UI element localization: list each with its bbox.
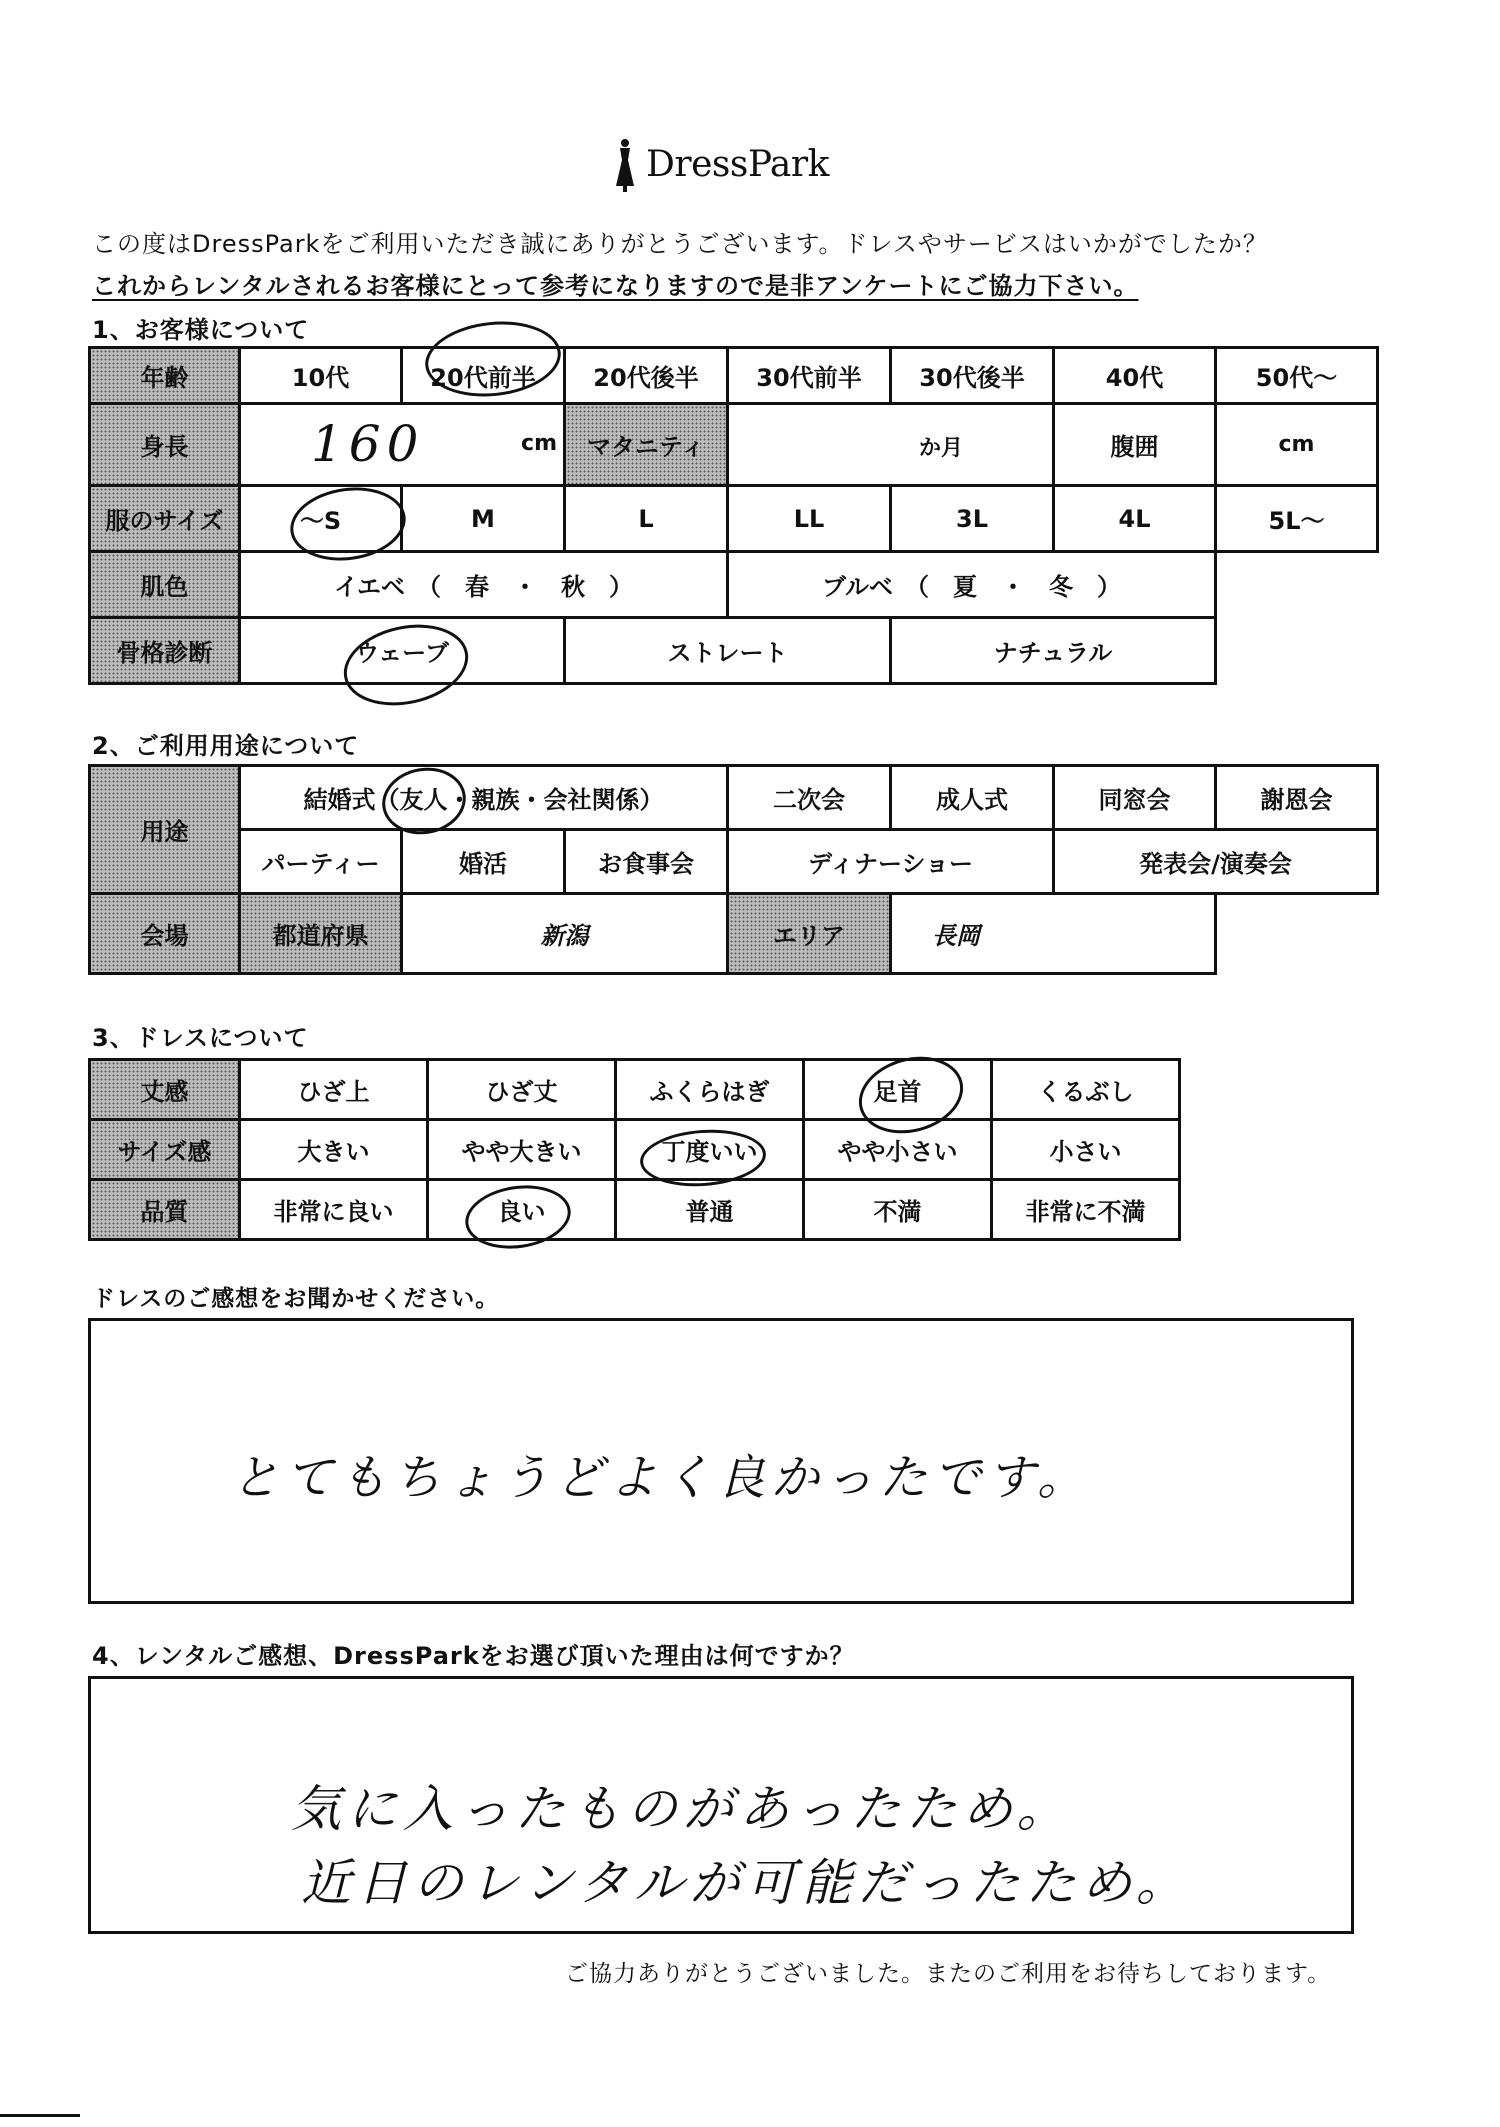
section1-title: 1、お客様について [92, 316, 310, 344]
purpose-option[interactable]: パーティー [240, 830, 402, 894]
skin-blue[interactable]: ブルベ （ 夏 ・ 冬 ） [728, 552, 1216, 618]
quality-option[interactable]: 普通 [616, 1180, 804, 1240]
dress-icon [608, 138, 642, 194]
bone-label: 骨格診断 [90, 618, 240, 684]
quality-label: 品質 [90, 1180, 240, 1240]
size-label: 服のサイズ [90, 486, 240, 552]
area-value[interactable]: 長岡 [891, 894, 1216, 974]
skin-label: 肌色 [90, 552, 240, 618]
age-option[interactable]: 10代 [240, 348, 402, 404]
month-unit: か月 [919, 436, 964, 461]
age-option-selected[interactable]: 20代前半 [402, 348, 565, 404]
fit-option-selected[interactable]: 丁度いい [616, 1120, 804, 1180]
purpose-option[interactable]: ディナーショー [728, 830, 1054, 894]
bone-option[interactable]: ストレート [565, 618, 891, 684]
waist-label: 腹囲 [1054, 404, 1216, 486]
area-label: エリア [728, 894, 891, 974]
purpose-option[interactable]: 発表会/演奏会 [1054, 830, 1378, 894]
intro-line-2: これからレンタルされるお客様にとって参考になりますので是非アンケートにご協力下さい。 [92, 272, 1139, 300]
quality-option[interactable]: 非常に不満 [992, 1180, 1180, 1240]
length-option[interactable]: ひざ丈 [428, 1060, 616, 1120]
purpose-option[interactable]: 婚活 [402, 830, 565, 894]
skin-yellow[interactable]: イエベ （ 春 ・ 秋 ） [240, 552, 728, 618]
section4-title: 4、レンタルご感想、DressParkをお選び頂いた理由は何ですか？ [92, 1642, 855, 1670]
size-option[interactable]: 5L～ [1216, 486, 1378, 552]
wedding-separator: ・ [519, 786, 544, 814]
intro-line-1: この度はDressParkをご利用いただき誠にありがとうございます。ドレスやサービスはいかがでしたか？ [92, 230, 1268, 258]
size-option-selected[interactable]: ～S [240, 486, 402, 552]
height-value: 160 [311, 415, 425, 473]
scan-edge-line [0, 2114, 80, 2117]
purpose-option[interactable]: 同窓会 [1054, 766, 1216, 830]
fit-option[interactable]: 小さい [992, 1120, 1180, 1180]
length-option[interactable]: くるぶし [992, 1060, 1180, 1120]
length-option-selected[interactable]: 足首 [804, 1060, 992, 1120]
fit-option[interactable]: やや小さい [804, 1120, 992, 1180]
bone-option[interactable]: ナチュラル [891, 618, 1216, 684]
dress-comment-prompt: ドレスのご感想をお聞かせください。 [92, 1286, 500, 1312]
quality-option[interactable]: 非常に良い [240, 1180, 428, 1240]
purpose-option[interactable]: お食事会 [565, 830, 728, 894]
footer-thanks: ご協力ありがとうございました。またのご利用をお待ちしております。 [565, 1961, 1332, 1987]
wedding-end: ） [639, 786, 664, 814]
dress-comment-text: とてもちょうどよく良かったです。 [231, 1450, 1092, 1506]
dress-comment-box[interactable] [88, 1318, 1354, 1604]
wedding-option[interactable] [240, 766, 728, 830]
age-label: 年齢 [90, 348, 240, 404]
purpose-label: 用途 [90, 766, 240, 894]
height-field[interactable] [240, 404, 565, 486]
age-option[interactable]: 20代後半 [565, 348, 728, 404]
reason-line-1: 気に入ったものがあったため。 [291, 1780, 1073, 1838]
fit-option[interactable]: 大きい [240, 1120, 428, 1180]
age-option[interactable]: 40代 [1054, 348, 1216, 404]
dresspark-logo [608, 138, 848, 194]
fit-option[interactable]: やや大きい [428, 1120, 616, 1180]
customer-table [88, 346, 1379, 685]
age-option[interactable]: 30代後半 [891, 348, 1054, 404]
reason-answer-box[interactable] [88, 1676, 1354, 1934]
length-option[interactable]: ふくらはぎ [616, 1060, 804, 1120]
size-option[interactable]: L [565, 486, 728, 552]
purpose-option[interactable]: 謝恩会 [1216, 766, 1378, 830]
wedding-company[interactable]: 会社関係 [543, 786, 640, 814]
quality-option-selected[interactable]: 良い [428, 1180, 616, 1240]
venue-label: 会場 [90, 894, 240, 974]
age-option[interactable]: 50代～ [1216, 348, 1378, 404]
quality-option[interactable]: 不満 [804, 1180, 992, 1240]
length-label: 丈感 [90, 1060, 240, 1120]
size-option[interactable]: M [402, 486, 565, 552]
logo-text: DressPark [646, 144, 829, 185]
length-option[interactable]: ひざ上 [240, 1060, 428, 1120]
section3-title: 3、ドレスについて [92, 1024, 309, 1052]
fit-label: サイズ感 [90, 1120, 240, 1180]
wedding-separator: ・ [447, 786, 472, 814]
usage-table [88, 764, 1379, 975]
section2-title: 2、ご利用用途について [92, 732, 360, 760]
wedding-family[interactable]: 親族 [471, 786, 520, 814]
age-option[interactable]: 30代前半 [728, 348, 891, 404]
size-option[interactable]: LL [728, 486, 891, 552]
maternity-label: マタニティ [565, 404, 728, 486]
height-unit: cm [521, 431, 557, 456]
height-label: 身長 [90, 404, 240, 486]
bone-option-selected[interactable]: ウェーブ [240, 618, 565, 684]
purpose-option[interactable]: 二次会 [728, 766, 891, 830]
size-option[interactable]: 3L [891, 486, 1054, 552]
dress-table [88, 1058, 1181, 1241]
size-option[interactable]: 4L [1054, 486, 1216, 552]
purpose-option[interactable]: 成人式 [891, 766, 1054, 830]
wedding-friend[interactable]: 友人 [399, 786, 448, 814]
reason-line-2: 近日のレンタルが可能だったため。 [301, 1854, 1192, 1912]
prefecture-label: 都道府県 [240, 894, 402, 974]
wedding-label: 結婚式（ [303, 786, 400, 814]
waist-unit[interactable]: cm [1216, 404, 1378, 486]
prefecture-value[interactable]: 新潟 [402, 894, 728, 974]
maternity-field[interactable] [728, 404, 1054, 486]
